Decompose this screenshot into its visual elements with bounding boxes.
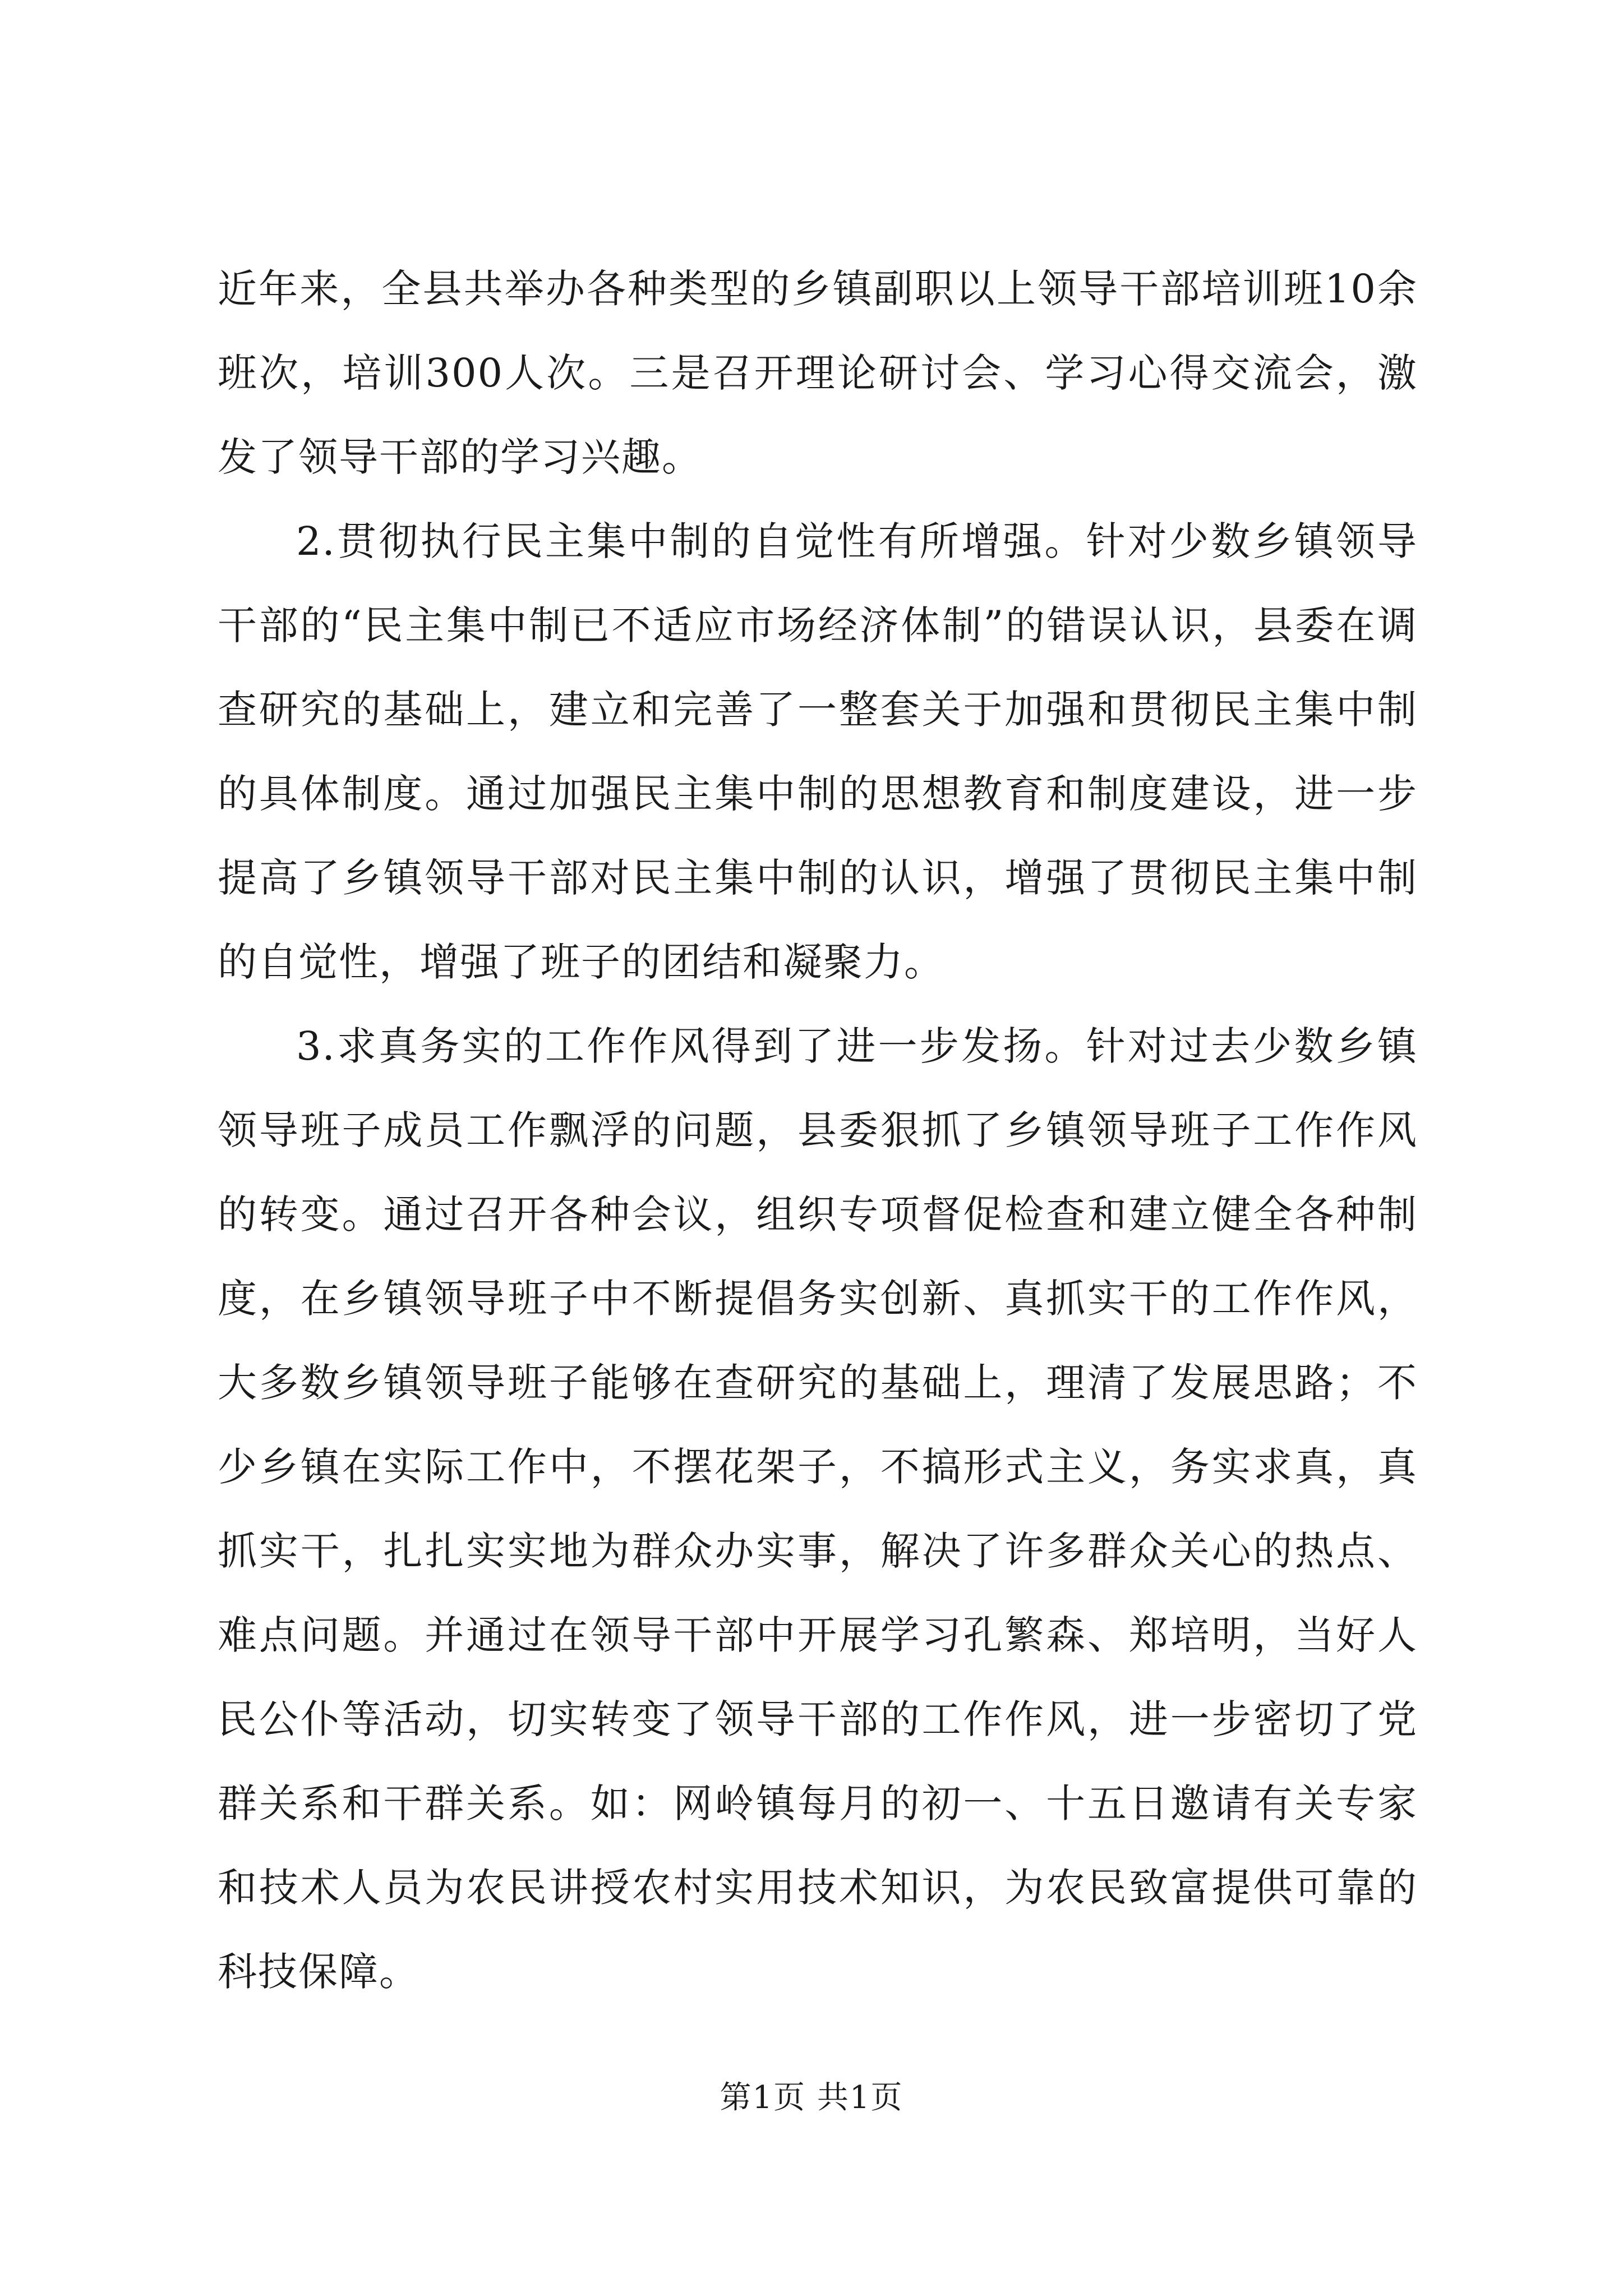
- document-body: [218, 247, 1418, 2014]
- page-number-footer: 第1页 共1页: [720, 2079, 903, 2116]
- paragraph-democratic-centralism: 2.贯彻执行民主集中制的自觉性有所增强。针对少数乡镇领导干部的“民主集中制已不适应市场经济体制”的错误认识，县委在调查研究的基础上，建立和完善了一整套关于加强和贯彻民主集中制的具体制度。通过加强民主集中制的思想教育和制度建设，进一步提高了乡镇领导干部对民主集中制的认识，增强了贯彻民主集中制的自觉性，增强了班子的团结和凝聚力。: [218, 518, 1418, 985]
- paragraph-work-style: 3.求真务实的工作作风得到了进一步发扬。针对过去少数乡镇领导班子成员工作飘浮的问题，县委狠抓了乡镇领导班子工作作风的转变。通过召开各种会议，组织专项督促检查和建立健全各种制度，在乡镇领导班子中不断提倡务实创新、真抓实干的工作作风，大多数乡镇领导班子能够在查研究的基础上，理清了发展思路；不少乡镇在实际工作中，不摆花架子，不搞形式主义，务实求真，真抓实干，扎扎实实地为群众办实事，解决了许多群众关心的热点、难点问题。并通过在领导干部中开展学习孔繁森、郑培明，当好人民公仆等活动，切实转变了领导干部的工作作风，进一步密切了党群关系和干群关系。如：网岭镇每月的初一、十五日邀请有关专家和技术人员为农民讲授农村实用技术知识，为农民致富提供可靠的科技保障。: [218, 1023, 1418, 1995]
- paragraph-continuation: 近年来，全县共举办各种类型的乡镇副职以上领导干部培训班10余班次，培训300人次。三是召开理论研讨会、学习心得交流会，激发了领导干部的学习兴趣。: [218, 266, 1418, 480]
